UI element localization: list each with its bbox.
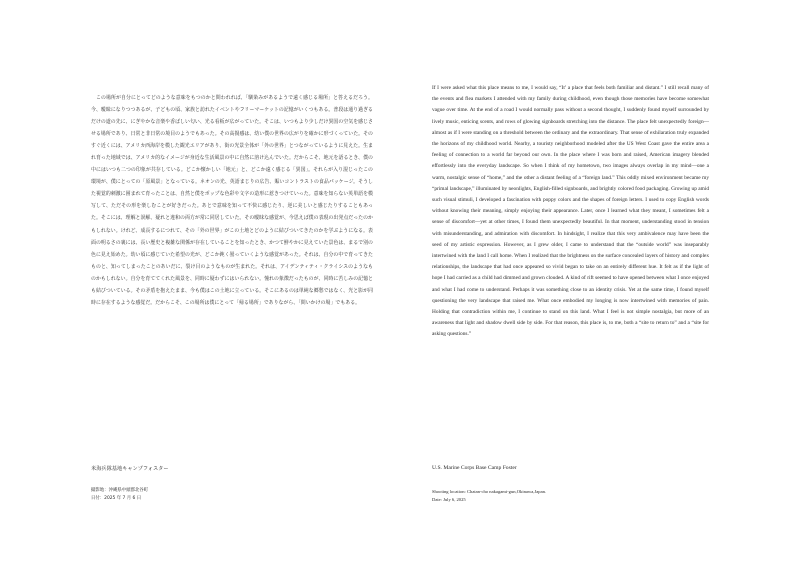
japanese-title: 米海兵隊基地キャンプフォスター	[91, 466, 169, 472]
english-location: Shooting location: Chatan-cho nakagami-gun,Okinawa,Japan.	[432, 489, 547, 494]
japanese-date: 日付：2025 年 7 月 6 日	[91, 496, 142, 501]
japanese-caption	[91, 487, 148, 503]
japanese-location: 撮影地：沖縄県中頭郡北谷町	[91, 488, 149, 493]
english-essay	[432, 83, 709, 341]
japanese-essay	[91, 92, 373, 309]
english-essay-text: If I were asked what this place means to me, I would say, “It’ a place that feels both familiar and distant.” I still recall many of the events and flea markets I attended with my family during childhood, even though those memories have become somewhat vague over time. At the end of a road I would normally pass without a second thought, I suddenly found myself surrounded by lively music, enticing scents, and rows of glowing signboards stretching into the distance. The place felt unexpectedly foreign—almost as if I were standing on a threshold between the ordinary and the extraordinary. That sense of exhilaration truly expanded the horizons of my childhood world. Nearby, a touristy neighborhood modeled after the US West Coast gave the entire area a feeling of connection to a world far beyond our own. In the place where I was born and raised, American imagery blended effortlessly into the everyday landscape. So when I think of my hometown, two images always overlap in my mind—one a warm, nostalgic sense of “home,” and the other a distant feeling of a “foreign land.” This oddly mixed environment became my “primal landscape,” illuminated by neonlights, English-filled signboards, and brightly colored food packaging. Growing up amid such visual stimuli, I developed a fascination with poppy colors and the shapes of foreign letters. I used to copy English words without knowing their meaning, simply enjoying their appearance. Later, once I learned what they meant, I sometimes felt a sense of discomfort—yet at other times, I found them unexpectedly beautiful. In that moment, understanding stood in tension with misunderstanding, and admiration with discomfort. In hindsight, I realize that this very ambivalence may have been the seed of my artistic expression. However, as I grew older, I came to understand that the “outside world” was inseparably intertwined with the land I call home. When I realized that the brightness on the surface concealed layers of history and complex relationships, the landscape that had once appeared so vivid began to take on an entirely different hue. It felt as if the light of hope I had carried as a child had dimmed and grown clouded. A kind of rift seemed to have opened between what I once enjoyed and what I had come to understand. Perhaps it was something close to an identity crisis. Yet at the same time, I found myself questioning the very landscape that raised me. What once embodied my longing is now intertwined with memories of pain. Holding that contradiction within me, I continue to stand on this land. What I feel is not simple nostalgia, but more of an awareness that light and shadow dwell side by side. For that reason, this place is, to me, both a “site to return to” and a “site for asking questions.”	[432, 85, 709, 338]
japanese-essay-text: この場所が自分にとってどのような意味をもつのかと問われれば、「馴染みがあるようで遠く感じる場所」と答えるだろう。今、曖昧になりつつあるが、子どもの頃、家族と訪れたイベントやフリーマーケットの記憶がいくつもある。普段は通り過ぎるだけの道の先に、にぎやかな音楽や香ばしい匂い、光る看板が広がっていた。そこは、いつもより少しだけ異国の空気を感じさせる場所であり、日常と非日常の境目のようでもあった。その高揚感は、幼い僕の世界の広がりを確かに形づくっていた。そのすぐ近くには、アメリカ西海岸を模した観光エリアがあり、街の光景全体が「外の世界」とつながっているように見えた。生まれ育った地域では、アメリカ的なイメージが身近な生活風景の中に自然に溶け込んでいた。だからこそ、地元を語るとき、僕の中にはいつも二つの印象が共存している。どこか懐かしい「地元」と、どこか遠く感じる「異国」。それらが入り混じったこの環境が、僕にとっての「原風景」となっている。ネオンの光、英語まじりの広告、賑いコントラストの食品パッケージ。そうした視覚的刺激に囲まれて育ったことは、自然と僕をポップな色彩や文字の造形に惹きつけていった。意味を知らない英単語を模写して、ただその形を楽しむことが好きだった。あとで意味を知って不快に感じたり、逆に美しいと感じたりすることもあった。そこには、理解と誤解、疑れと違和の両方が常に同居していた。その曖昧な感覚が、今思えば僕の表現の出発点だったのかもしれない。けれど、成長するにつれて、その「外の世界」がこの土地とどのように結びついてきたのかを学ぶようになる。表面の明るさの裏には、長い歴史と複雑な関係が存在していることを知ったとき、かつて鮮やかに見えていた景色は、まるで別の色に見え始めた。幼い頃に感じていた希望の光が、どこか鈍く曇っていくような感覚があった。それは、自分の中で育ってきたものと、知ってしまったことのあいだに、裂け目のようなものが生まれた。それは、アイデンティティ・クライシスのようなものかもしれない。自分を育ててくれた風景を、同時に疑わずにはいられない。憧れの象徴だったものが、同時に苦しみの記憶とも結びついている。その矛盾を抱えたまま、今も僕はこの土地に立っている。そこにあるのは単純な郷愁ではなく、光と影が同時に存在するような感覚だ。だからこそ、この場所は僕にとって「帰る場所」でありながら、「問いかけの場」でもある。	[91, 95, 373, 306]
english-caption	[432, 488, 546, 504]
english-title: U.S. Marine Corps Base Camp Foster	[432, 465, 517, 471]
english-date: Date: July 6, 2025	[432, 497, 466, 502]
